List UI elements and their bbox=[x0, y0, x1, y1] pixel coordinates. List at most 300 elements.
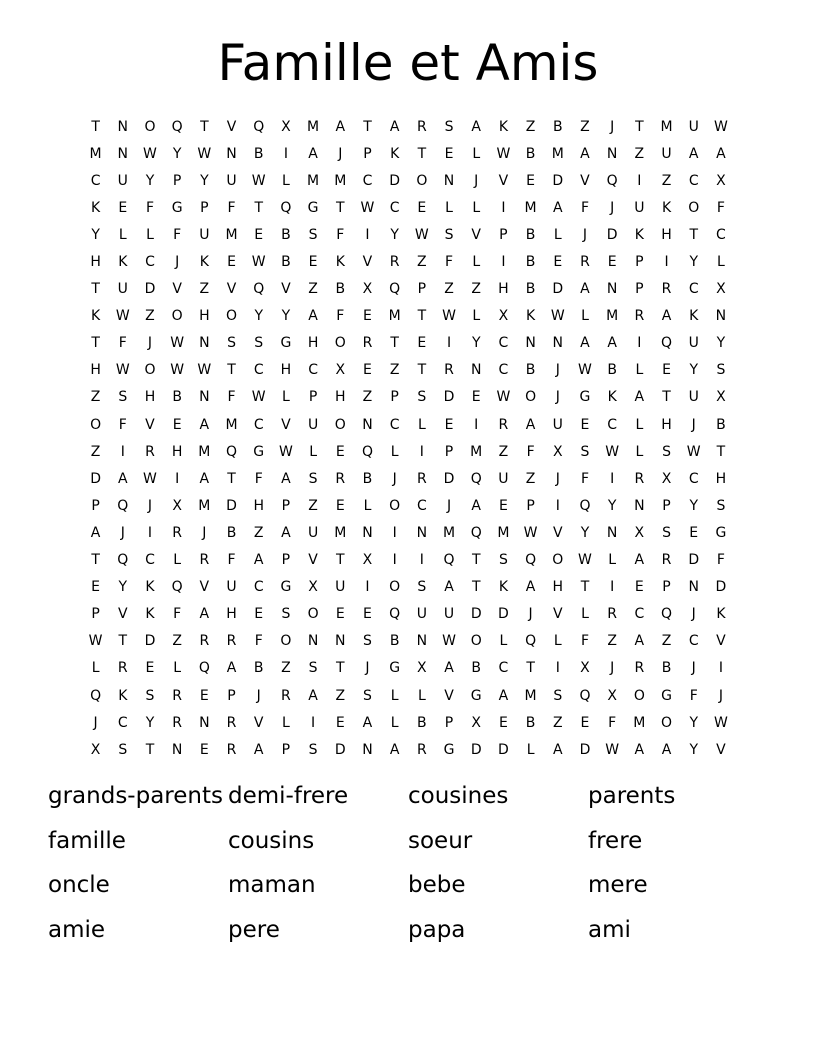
grid-letter: F bbox=[118, 416, 127, 433]
grid-letter: S bbox=[716, 362, 726, 379]
grid-letter: D bbox=[389, 172, 401, 189]
grid-letter: N bbox=[199, 335, 210, 352]
grid-letter: Z bbox=[661, 172, 672, 189]
grid-letter: E bbox=[91, 579, 101, 596]
grid-letter: Q bbox=[226, 443, 238, 460]
grid-letter: P bbox=[635, 281, 644, 298]
grid-letter: L bbox=[363, 497, 372, 514]
grid-letter: P bbox=[390, 389, 399, 406]
grid-letter: F bbox=[689, 687, 698, 704]
grid-letter: A bbox=[552, 199, 563, 216]
grid-letter: C bbox=[253, 416, 264, 433]
grid-letter: R bbox=[172, 687, 183, 704]
grid-letter: C bbox=[117, 714, 128, 731]
grid-letter: N bbox=[335, 633, 346, 650]
grid-letter: V bbox=[281, 281, 291, 298]
grid-letter: E bbox=[580, 416, 590, 433]
grid-letter: H bbox=[253, 497, 264, 514]
grid-letter: T bbox=[91, 335, 100, 352]
grid-letter: L bbox=[173, 660, 182, 677]
grid-letter: F bbox=[336, 308, 345, 325]
grid-letter: T bbox=[417, 362, 427, 379]
grid-letter: H bbox=[90, 254, 101, 271]
grid-letter: S bbox=[662, 524, 671, 541]
grid-letter: A bbox=[199, 416, 210, 433]
grid-letter: B bbox=[362, 470, 373, 487]
grid-letter: K bbox=[607, 389, 617, 406]
grid-letter: N bbox=[199, 714, 210, 731]
grid-letter: J bbox=[365, 660, 370, 677]
grid-letter: P bbox=[281, 552, 291, 569]
grid-row bbox=[82, 330, 742, 357]
grid-letter: K bbox=[118, 687, 128, 704]
grid-letter: M bbox=[334, 172, 347, 189]
word-bank-item: parents bbox=[588, 783, 676, 809]
grid-letter: S bbox=[308, 470, 318, 487]
grid-letter: U bbox=[117, 172, 128, 189]
grid-letter: K bbox=[91, 199, 101, 216]
grid-letter: C bbox=[498, 335, 509, 352]
grid-letter: X bbox=[362, 281, 373, 298]
grid-letter: D bbox=[470, 606, 482, 623]
grid-letter: V bbox=[552, 524, 563, 541]
grid-letter: Q bbox=[470, 470, 482, 487]
grid-letter: Y bbox=[580, 524, 590, 541]
grid-letter: A bbox=[117, 470, 128, 487]
grid-letter: A bbox=[471, 118, 481, 135]
grid-letter: L bbox=[282, 389, 290, 406]
grid-letter: R bbox=[145, 443, 155, 460]
word-bank-item: cousins bbox=[228, 827, 315, 854]
grid-letter: E bbox=[662, 362, 671, 379]
grid-letter: N bbox=[606, 281, 618, 298]
grid-letter: B bbox=[281, 254, 291, 271]
grid-row bbox=[82, 682, 742, 709]
grid-letter: T bbox=[336, 552, 345, 569]
grid-letter: K bbox=[526, 308, 536, 325]
grid-letter: Z bbox=[552, 714, 563, 731]
grid-letter: Q bbox=[443, 552, 455, 569]
grid-letter: D bbox=[579, 741, 591, 758]
grid-letter: O bbox=[144, 118, 156, 135]
grid-letter: R bbox=[172, 524, 183, 541]
grid-letter: Y bbox=[689, 497, 698, 514]
grid-letter: Z bbox=[525, 118, 536, 135]
grid-letter: Z bbox=[634, 145, 645, 162]
grid-letter: K bbox=[716, 606, 726, 623]
grid-letter: F bbox=[580, 470, 589, 487]
grid-letter: Y bbox=[716, 335, 726, 352]
grid-letter: L bbox=[146, 226, 154, 243]
grid-letter: K bbox=[91, 308, 101, 325]
grid-letter: O bbox=[307, 606, 319, 623]
grid-letter: E bbox=[335, 443, 345, 460]
grid-letter: R bbox=[199, 552, 210, 569]
grid-row bbox=[82, 601, 742, 628]
grid-letter: Z bbox=[90, 443, 101, 460]
grid-letter: T bbox=[635, 118, 644, 135]
grid-letter: S bbox=[145, 687, 155, 704]
grid-letter: L bbox=[553, 633, 562, 650]
grid-letter: E bbox=[417, 335, 427, 352]
grid-letter: B bbox=[525, 145, 536, 162]
grid-row bbox=[82, 411, 742, 438]
grid-letter: W bbox=[197, 362, 212, 379]
grid-letter: V bbox=[172, 281, 182, 298]
grid-row bbox=[82, 547, 742, 574]
grid-letter: C bbox=[145, 552, 155, 569]
grid-letter: Z bbox=[172, 633, 182, 650]
grid-letter: S bbox=[444, 118, 454, 135]
grid-letter: L bbox=[282, 172, 290, 189]
grid-letter: T bbox=[580, 579, 590, 596]
word-bank-item: frere bbox=[588, 827, 643, 854]
grid-letter: L bbox=[417, 416, 426, 433]
grid-letter: L bbox=[717, 254, 725, 271]
grid-letter: T bbox=[417, 145, 427, 162]
grid-letter: T bbox=[526, 660, 535, 677]
grid-letter: J bbox=[338, 145, 343, 162]
grid-letter: N bbox=[117, 145, 129, 162]
grid-letter: C bbox=[688, 470, 699, 487]
grid-letter: Q bbox=[117, 552, 129, 569]
grid-letter: K bbox=[661, 199, 672, 216]
grid-letter: P bbox=[227, 687, 236, 704]
grid-letter: L bbox=[472, 199, 481, 216]
grid-letter: C bbox=[145, 254, 155, 271]
grid-letter: Z bbox=[498, 443, 509, 460]
grid-letter: H bbox=[90, 362, 101, 379]
grid-letter: N bbox=[362, 416, 373, 433]
grid-letter: A bbox=[580, 335, 590, 352]
grid-letter: C bbox=[389, 199, 400, 216]
grid-letter: A bbox=[661, 741, 672, 758]
grid-letter: J bbox=[691, 606, 696, 623]
grid-letter: I bbox=[419, 443, 424, 460]
grid-letter: R bbox=[416, 118, 427, 135]
grid-letter: V bbox=[552, 606, 563, 623]
word-bank-item: cousines bbox=[408, 783, 509, 809]
grid-letter: A bbox=[389, 118, 400, 135]
grid-letter: R bbox=[416, 470, 427, 487]
grid-letter: T bbox=[716, 443, 726, 460]
grid-letter: N bbox=[117, 118, 129, 135]
grid-letter: Y bbox=[471, 335, 481, 352]
grid-letter: T bbox=[662, 389, 671, 406]
grid-letter: N bbox=[606, 524, 618, 541]
grid-letter: A bbox=[281, 470, 291, 487]
grid-letter: Q bbox=[389, 606, 401, 623]
grid-letter: M bbox=[470, 443, 483, 460]
grid-letter: U bbox=[226, 579, 237, 596]
grid-letter: Y bbox=[145, 714, 155, 731]
grid-letter: H bbox=[199, 308, 210, 325]
word-bank-item: soeur bbox=[408, 827, 473, 854]
grid-letter: W bbox=[578, 552, 592, 569]
grid-letter: K bbox=[118, 254, 128, 271]
grid-letter: E bbox=[498, 497, 508, 514]
grid-letter: L bbox=[472, 145, 481, 162]
grid-letter: O bbox=[688, 199, 700, 216]
grid-letter: Y bbox=[91, 226, 100, 243]
grid-letter: E bbox=[363, 362, 372, 379]
grid-letter: Y bbox=[689, 362, 698, 379]
grid-letter: L bbox=[581, 606, 589, 623]
grid-letter: V bbox=[253, 714, 264, 731]
grid-letter: P bbox=[662, 497, 671, 514]
grid-letter: L bbox=[553, 226, 562, 243]
grid-letter: E bbox=[145, 660, 155, 677]
grid-letter: S bbox=[498, 552, 508, 569]
grid-letter: P bbox=[662, 579, 671, 596]
grid-letter: H bbox=[498, 281, 509, 298]
grid-letter: A bbox=[281, 524, 291, 541]
grid-letter: A bbox=[226, 660, 237, 677]
grid-letter: A bbox=[471, 497, 481, 514]
grid-letter: Z bbox=[607, 633, 617, 650]
grid-letter: P bbox=[444, 443, 454, 460]
grid-letter: M bbox=[388, 308, 401, 325]
grid-letter: M bbox=[89, 145, 102, 162]
grid-letter: A bbox=[498, 687, 509, 704]
grid-letter: T bbox=[363, 118, 372, 135]
grid-row bbox=[82, 736, 742, 763]
grid-letter: C bbox=[253, 579, 264, 596]
grid-letter: N bbox=[171, 741, 183, 758]
grid-letter: R bbox=[661, 281, 672, 298]
grid-letter: L bbox=[390, 687, 399, 704]
grid-letter: A bbox=[308, 145, 318, 162]
grid-letter: E bbox=[526, 172, 536, 189]
grid-row bbox=[82, 357, 742, 384]
grid-row bbox=[82, 140, 742, 167]
grid-letter: L bbox=[390, 443, 399, 460]
grid-letter: U bbox=[688, 389, 699, 406]
grid-letter: A bbox=[580, 281, 590, 298]
grid-letter: I bbox=[555, 497, 560, 514]
grid-letter: U bbox=[199, 226, 210, 243]
grid-letter: Z bbox=[362, 389, 373, 406]
grid-letter: F bbox=[118, 335, 127, 352]
grid-letter: W bbox=[88, 633, 103, 650]
grid-letter: B bbox=[525, 226, 536, 243]
grid-letter: W bbox=[713, 118, 728, 135]
grid-letter: Y bbox=[390, 226, 399, 243]
grid-letter: S bbox=[417, 389, 427, 406]
grid-letter: I bbox=[311, 714, 316, 731]
grid-letter: V bbox=[281, 416, 291, 433]
grid-letter: J bbox=[474, 172, 479, 189]
grid-letter: L bbox=[526, 741, 535, 758]
grid-letter: G bbox=[253, 443, 265, 460]
grid-letter: E bbox=[227, 254, 236, 271]
grid-letter: I bbox=[175, 470, 180, 487]
grid-letter: A bbox=[199, 606, 210, 623]
grid-letter: I bbox=[365, 579, 370, 596]
grid-letter: N bbox=[199, 389, 210, 406]
grid-letter: T bbox=[471, 552, 481, 569]
grid-letter: K bbox=[634, 226, 644, 243]
grid-letter: Q bbox=[525, 633, 537, 650]
grid-letter: M bbox=[225, 416, 238, 433]
grid-letter: C bbox=[308, 362, 318, 379]
grid-row bbox=[82, 655, 742, 682]
grid-letter: B bbox=[281, 226, 291, 243]
grid-row bbox=[82, 709, 742, 736]
grid-letter: E bbox=[308, 254, 318, 271]
grid-letter: N bbox=[525, 335, 536, 352]
grid-row bbox=[82, 384, 742, 411]
grid-letter: J bbox=[610, 660, 615, 677]
grid-letter: A bbox=[607, 335, 617, 352]
grid-letter: H bbox=[715, 470, 727, 487]
grid-letter: M bbox=[442, 524, 456, 541]
grid-letter: J bbox=[392, 470, 397, 487]
grid-letter: V bbox=[716, 633, 726, 650]
grid-letter: U bbox=[634, 199, 645, 216]
grid-letter: D bbox=[144, 281, 156, 298]
grid-letter: L bbox=[282, 714, 290, 731]
grid-letter: V bbox=[145, 416, 155, 433]
grid-letter: C bbox=[90, 172, 101, 189]
grid-letter: W bbox=[414, 226, 429, 243]
grid-letter: Q bbox=[253, 118, 265, 135]
grid-letter: W bbox=[360, 199, 375, 216]
grid-letter: L bbox=[635, 362, 644, 379]
grid-letter: J bbox=[175, 254, 180, 271]
grid-letter: E bbox=[363, 308, 372, 325]
grid-letter: F bbox=[716, 552, 725, 569]
grid-letter: D bbox=[552, 172, 564, 189]
grid-letter: E bbox=[689, 524, 699, 541]
grid-letter: I bbox=[555, 660, 560, 677]
grid-letter: F bbox=[445, 254, 454, 271]
grid-letter: R bbox=[416, 741, 427, 758]
grid-letter: W bbox=[550, 308, 565, 325]
grid-letter: X bbox=[716, 172, 726, 189]
grid-letter: Q bbox=[579, 687, 591, 704]
grid-letter: J bbox=[555, 389, 560, 406]
grid-letter: I bbox=[392, 524, 397, 541]
grid-letter: F bbox=[580, 633, 589, 650]
grid-letter: W bbox=[442, 633, 456, 650]
grid-letter: R bbox=[199, 633, 210, 650]
grid-letter: N bbox=[470, 362, 482, 379]
grid-letter: F bbox=[145, 199, 154, 216]
grid-letter: J bbox=[555, 470, 560, 487]
grid-letter: H bbox=[280, 362, 292, 379]
grid-letter: T bbox=[471, 579, 481, 596]
grid-letter: I bbox=[392, 552, 397, 569]
grid-letter: Y bbox=[689, 254, 698, 271]
grid-letter: T bbox=[91, 118, 100, 135]
grid-letter: Y bbox=[689, 741, 698, 758]
grid-letter: W bbox=[686, 443, 701, 460]
grid-letter: S bbox=[281, 606, 291, 623]
grid-letter: R bbox=[634, 308, 645, 325]
grid-letter: T bbox=[336, 660, 345, 677]
grid-letter: O bbox=[334, 335, 346, 352]
word-bank-item: famille bbox=[48, 827, 126, 854]
grid-letter: L bbox=[417, 687, 426, 704]
grid-letter: B bbox=[525, 714, 536, 731]
grid-letter: B bbox=[552, 118, 563, 135]
grid-letter: M bbox=[524, 199, 537, 216]
grid-letter: Z bbox=[253, 524, 264, 541]
grid-letter: U bbox=[498, 470, 509, 487]
grid-letter: Q bbox=[525, 552, 537, 569]
grid-letter: W bbox=[278, 443, 293, 460]
grid-letter: B bbox=[607, 362, 617, 379]
grid-letter: A bbox=[199, 470, 210, 487]
grid-letter: M bbox=[225, 226, 238, 243]
grid-letter: A bbox=[552, 741, 563, 758]
grid-letter: W bbox=[115, 308, 130, 325]
grid-letter: P bbox=[281, 497, 291, 514]
grid-letter: C bbox=[389, 416, 400, 433]
grid-letter: F bbox=[716, 199, 725, 216]
grid-letter: H bbox=[661, 416, 672, 433]
grid-letter: K bbox=[689, 308, 699, 325]
grid-letter: X bbox=[661, 470, 672, 487]
grid-letter: G bbox=[443, 741, 455, 758]
grid-letter: Q bbox=[606, 172, 618, 189]
grid-letter: Q bbox=[117, 497, 129, 514]
grid-letter: X bbox=[552, 443, 563, 460]
grid-letter: Z bbox=[525, 470, 536, 487]
grid-letter: T bbox=[227, 362, 236, 379]
grid-letter: C bbox=[688, 633, 699, 650]
grid-letter: S bbox=[308, 226, 318, 243]
grid-letter: Q bbox=[171, 579, 183, 596]
grid-letter: K bbox=[390, 145, 400, 162]
grid-letter: S bbox=[553, 687, 563, 704]
grid-letter: U bbox=[335, 579, 346, 596]
grid-letter: Y bbox=[254, 308, 263, 325]
grid-letter: B bbox=[172, 389, 182, 406]
grid-letter: G bbox=[715, 524, 727, 541]
grid-letter: U bbox=[552, 416, 563, 433]
grid-letter: S bbox=[580, 443, 590, 460]
grid-letter: R bbox=[444, 362, 454, 379]
grid-letter: M bbox=[307, 172, 320, 189]
grid-letter: L bbox=[390, 714, 399, 731]
grid-row bbox=[82, 303, 742, 330]
grid-letter: R bbox=[226, 741, 237, 758]
grid-letter: A bbox=[634, 741, 645, 758]
grid-letter: C bbox=[416, 497, 427, 514]
grid-letter: A bbox=[580, 145, 590, 162]
grid-row bbox=[82, 438, 742, 465]
grid-letter: R bbox=[117, 660, 128, 677]
grid-letter: Q bbox=[661, 606, 673, 623]
grid-row bbox=[82, 519, 742, 546]
grid-letter: S bbox=[363, 687, 372, 704]
grid-letter: O bbox=[416, 172, 428, 189]
grid-letter: W bbox=[251, 172, 266, 189]
grid-letter: Y bbox=[281, 308, 291, 325]
grid-letter: U bbox=[688, 118, 699, 135]
grid-letter: J bbox=[555, 362, 560, 379]
grid-letter: T bbox=[118, 633, 128, 650]
grid-letter: Z bbox=[90, 389, 101, 406]
grid-letter: T bbox=[336, 199, 345, 216]
grid-letter: Z bbox=[199, 281, 210, 298]
grid-letter: J bbox=[93, 714, 98, 731]
grid-letter: P bbox=[363, 145, 372, 162]
grid-letter: E bbox=[172, 416, 182, 433]
grid-letter: A bbox=[335, 118, 346, 135]
